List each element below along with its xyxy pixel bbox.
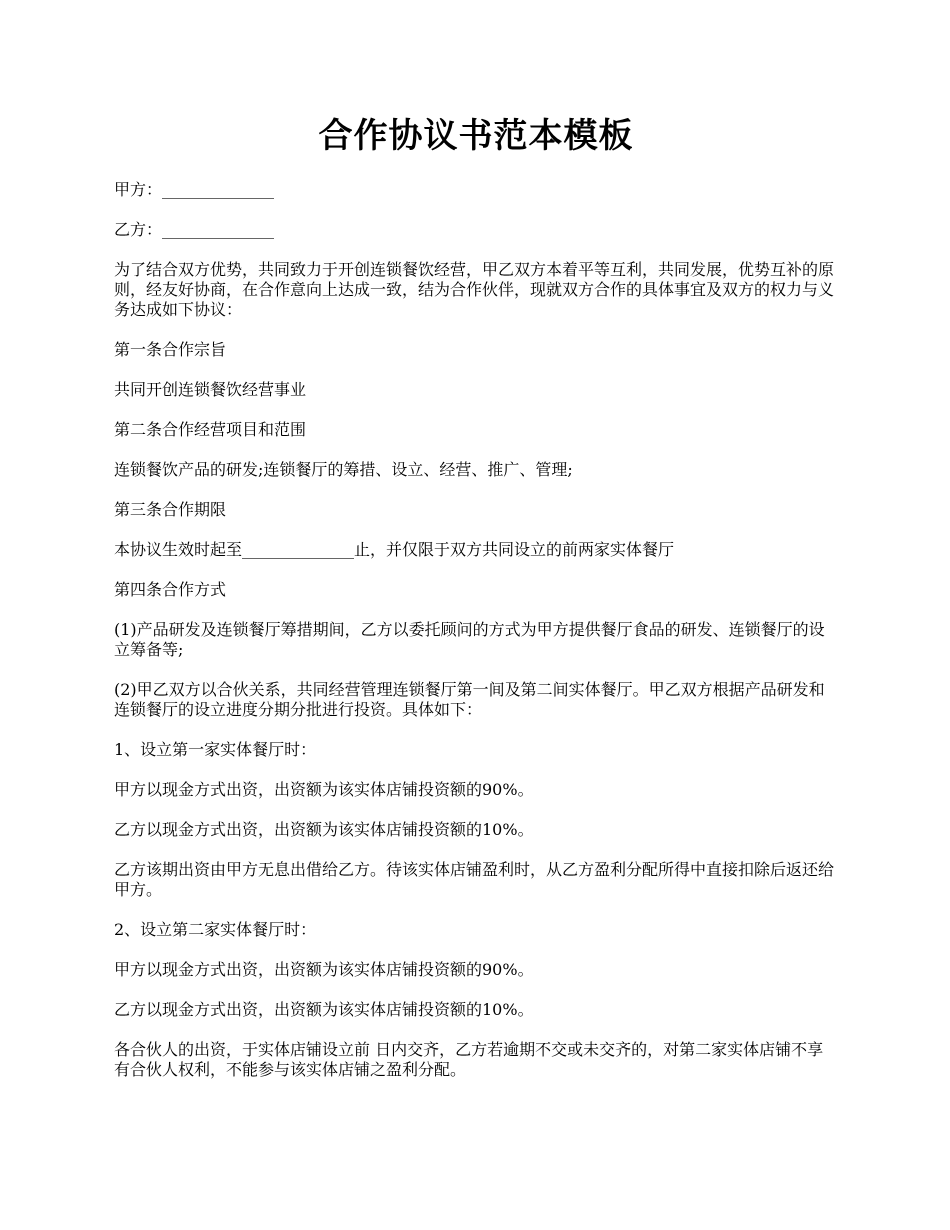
first-restaurant-party-b: 乙方以现金方式出资，出资额为该实体店铺投资额的10%。 xyxy=(114,820,534,839)
article-1-heading: 第一条合作宗旨 xyxy=(114,340,227,359)
first-restaurant-loan-note: 乙方该期出资由甲方无息出借给乙方。待该实体店铺盈利时，从乙方盈利分配所得中直接扣除后返还给甲方。 xyxy=(114,860,835,899)
second-restaurant-party-b: 乙方以现金方式出资，出资额为该实体店铺投资额的10%。 xyxy=(114,1000,534,1019)
first-restaurant-heading: 1、设立第一家实体餐厅时： xyxy=(114,740,317,759)
first-restaurant-party-a: 甲方以现金方式出资，出资额为该实体店铺投资额的90%。 xyxy=(114,780,534,799)
article-3-heading: 第三条合作期限 xyxy=(114,500,227,519)
contribution-deadline-paragraph: 各合伙人的出资，于实体店铺设立前 日内交齐，乙方若逾期不交或未交齐的，对第二家实体店铺不享有合伙人权利，不能参与该实体店铺之盈利分配。 xyxy=(114,1040,824,1079)
article-3-text: 本协议生效时起至______________止，并仅限于双方共同设立的前两家实体餐厅 xyxy=(114,540,675,559)
party-b-line: 乙方：______________ xyxy=(114,220,275,239)
article-2-text: 连锁餐饮产品的研发;连锁餐厅的筹措、设立、经营、推广、管理; xyxy=(114,460,573,479)
second-restaurant-party-a: 甲方以现金方式出资，出资额为该实体店铺投资额的90%。 xyxy=(114,960,534,979)
article-4-heading: 第四条合作方式 xyxy=(114,580,227,599)
party-a-line: 甲方：______________ xyxy=(114,180,275,199)
article-2-heading: 第二条合作经营项目和范围 xyxy=(114,420,307,439)
document-body xyxy=(114,180,838,1080)
preamble-paragraph: 为了结合双方优势，共同致力于开创连锁餐饮经营，甲乙双方本着平等互利，共同发展，优势互补的原则，经友好协商，在合作意向上达成一致，结为合作伙伴，现就双方合作的具体事宜及双方的权力与义务达成如下协议： xyxy=(114,260,835,319)
document-title: 合作协议书范本模板 xyxy=(318,116,634,156)
second-restaurant-heading: 2、设立第二家实体餐厅时： xyxy=(114,920,317,939)
article-1-text: 共同开创连锁餐饮经营事业 xyxy=(114,380,307,399)
article-4-clause-2: (2)甲乙双方以合伙关系，共同经营管理连锁餐厅第一间及第二间实体餐厅。甲乙双方根据产品研发和连锁餐厅的设立进度分期分批进行投资。具体如下： xyxy=(114,680,825,719)
article-4-clause-1: (1)产品研发及连锁餐厅筹措期间，乙方以委托顾问的方式为甲方提供餐厅食品的研发、连锁餐厅的设立筹备等; xyxy=(114,620,825,659)
